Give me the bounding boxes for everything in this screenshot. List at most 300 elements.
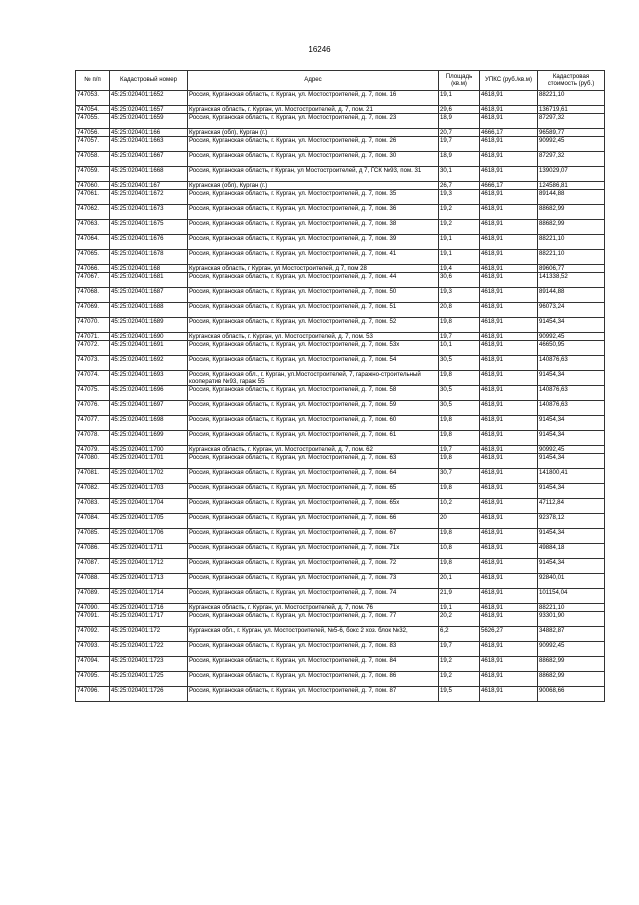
upks-cell: 5626,27: [480, 627, 538, 642]
table-row: [76, 341, 605, 356]
cadastral-cost-cell: 96589,77: [538, 129, 605, 137]
cadastral-number-cell: 45:25:020401:1706: [110, 529, 188, 544]
upks-cell: 4618,91: [480, 265, 538, 273]
row-number-cell: 747082.: [76, 484, 110, 499]
area-cell: 19,2: [439, 205, 480, 220]
cadastral-number-cell: 45:25:020401:1681: [110, 273, 188, 288]
area-cell: 19,8: [439, 484, 480, 499]
table-row: [76, 318, 605, 333]
row-number-cell: 747096.: [76, 687, 110, 702]
upks-cell: 4618,91: [480, 205, 538, 220]
address-cell: Россия, Курганская область, г. Курган, ул. Мостостроителей, д. 7, пом. 35: [188, 190, 439, 205]
cadastral-cost-cell: 90068,66: [538, 687, 605, 702]
row-number-cell: 747086.: [76, 544, 110, 559]
upks-cell: 4618,91: [480, 250, 538, 265]
table-row: [76, 106, 605, 114]
upks-cell: 4618,91: [480, 333, 538, 341]
row-number-cell: 747064.: [76, 235, 110, 250]
cadastral-cost-cell: 89606,77: [538, 265, 605, 273]
cadastral-cost-cell: 88682,99: [538, 672, 605, 687]
upks-cell: 4618,91: [480, 446, 538, 454]
row-number-cell: 747057.: [76, 137, 110, 152]
area-cell: 18,9: [439, 152, 480, 167]
area-cell: 19,3: [439, 288, 480, 303]
cadastral-number-cell: 45:25:020401:1663: [110, 137, 188, 152]
area-cell: 30,6: [439, 273, 480, 288]
table-row: [76, 401, 605, 416]
row-number-cell: 747056.: [76, 129, 110, 137]
address-cell: Россия, Курганская область, г. Курган, ул. Мостостроителей, д. 7, пом. 65: [188, 484, 439, 499]
cadastral-cost-cell: 88221,10: [538, 235, 605, 250]
cadastral-cost-cell: 141338,52: [538, 273, 605, 288]
address-cell: Россия, Курганская область, г. Курган, ул. Мостостроителей, д. 7, пом. 71х: [188, 544, 439, 559]
cadastral-number-cell: 45:25:020401:1667: [110, 152, 188, 167]
cadastral-number-cell: 45:25:020401:1668: [110, 167, 188, 182]
table-row: [76, 250, 605, 265]
upks-cell: 4618,91: [480, 559, 538, 574]
table-row: [76, 235, 605, 250]
area-cell: 19,8: [439, 371, 480, 386]
table-row: [76, 152, 605, 167]
upks-cell: 4618,91: [480, 190, 538, 205]
cadastral-cost-cell: 87297,32: [538, 114, 605, 129]
table-row: [76, 416, 605, 431]
table-row: [76, 687, 605, 702]
upks-cell: 4618,91: [480, 687, 538, 702]
upks-cell: 4618,91: [480, 114, 538, 129]
row-number-cell: 747071.: [76, 333, 110, 341]
address-cell: Россия, Курганская область, г. Курган, ул. Мостостроителей, д. 7, пом. 60: [188, 416, 439, 431]
address-cell: Россия, Курганская область, г. Курган, ул. Мостостроителей, д. 7, пом. 52: [188, 318, 439, 333]
table-row: [76, 273, 605, 288]
row-number-cell: 747065.: [76, 250, 110, 265]
cadastral-cost-cell: 91454,34: [538, 559, 605, 574]
upks-cell: 4618,91: [480, 152, 538, 167]
table-row: [76, 205, 605, 220]
cadastral-number-cell: 45:25:020401:1717: [110, 612, 188, 627]
upks-cell: 4618,91: [480, 235, 538, 250]
address-cell: Россия, Курганская обл., г. Курган, ул.Мостостроителей, 7, гаражно-строительный кооператив №93, гараж 55: [188, 371, 439, 386]
row-number-cell: 747077.: [76, 416, 110, 431]
table-row: [76, 627, 605, 642]
cadastral-number-cell: 45:25:020401:1698: [110, 416, 188, 431]
address-cell: Россия, Курганская область, г. Курган, ул. Мостостроителей, д. 7, пом. 66: [188, 514, 439, 529]
area-cell: 20,7: [439, 129, 480, 137]
cadastral-cost-cell: 91454,34: [538, 371, 605, 386]
cadastral-number-cell: 45:25:020401:1693: [110, 371, 188, 386]
address-cell: Россия, Курганская область, г. Курган, ул. Мостостроителей, д. 7, пом. 61: [188, 431, 439, 446]
cadastral-number-cell: 45:25:020401:1705: [110, 514, 188, 529]
table-row: [76, 672, 605, 687]
cadastral-cost-cell: 124586,81: [538, 182, 605, 190]
table-row: [76, 544, 605, 559]
address-cell: Россия, Курганская область, г. Курган, ул. Мостостроителей, д. 7, пом. 58: [188, 386, 439, 401]
area-cell: 18,9: [439, 114, 480, 129]
row-number-cell: 747069.: [76, 303, 110, 318]
address-cell: Россия, Курганская область, г Курган, ул Мостостроителей, д 7, ГСК №93, пом. 31: [188, 167, 439, 182]
cadastral-cost-cell: 90992,45: [538, 333, 605, 341]
address-cell: Россия, Курганская область, г. Курган, ул. Мостостроителей, д. 7, пом. 64: [188, 469, 439, 484]
cadastral-number-cell: 45:25:020401:1711: [110, 544, 188, 559]
area-cell: 19,2: [439, 657, 480, 672]
cadastral-cost-cell: 88682,99: [538, 205, 605, 220]
table-row: [76, 469, 605, 484]
row-number-cell: 747060.: [76, 182, 110, 190]
cadastral-cost-cell: 91454,34: [538, 431, 605, 446]
upks-cell: 4618,91: [480, 529, 538, 544]
table-row: [76, 454, 605, 469]
cadastral-number-cell: 45:25:020401:1704: [110, 499, 188, 514]
area-cell: 19,5: [439, 687, 480, 702]
table-row: [76, 114, 605, 129]
cadastral-cost-cell: 101154,04: [538, 589, 605, 604]
upks-cell: 4618,91: [480, 574, 538, 589]
address-cell: Россия, Курганская область, г. Курган, ул. Мостостроителей, д. 7, пом. 41: [188, 250, 439, 265]
area-cell: 10,2: [439, 499, 480, 514]
cadastral-cost-cell: 88682,99: [538, 657, 605, 672]
cadastral-number-cell: 45:25:020401:1676: [110, 235, 188, 250]
header-upks: УПКС (руб./кв.м): [480, 71, 538, 91]
address-cell: Россия, Курганская область, г. Курган, ул. Мостостроителей, д. 7, пом. 53х: [188, 341, 439, 356]
area-cell: 20,2: [439, 612, 480, 627]
upks-cell: 4618,91: [480, 371, 538, 386]
upks-cell: 4618,91: [480, 106, 538, 114]
upks-cell: 4618,91: [480, 544, 538, 559]
page-number: 16246: [308, 45, 331, 54]
area-cell: 30,1: [439, 167, 480, 182]
address-cell: Россия, Курганская область, г. Курган, ул. Мостостроителей, д. 7, пом. 84: [188, 657, 439, 672]
area-cell: 19,1: [439, 91, 480, 106]
upks-cell: 4618,91: [480, 514, 538, 529]
cadastral-number-cell: 45:25:020401:1701: [110, 454, 188, 469]
cadastral-number-cell: 45:25:020401:1696: [110, 386, 188, 401]
address-cell: Россия, Курганская область, г. Курган, ул. Мостостроителей, д. 7, пом. 44: [188, 273, 439, 288]
address-cell: Россия, Курганская область, г. Курган, ул. Мостостроителей, д. 7, пом. 59: [188, 401, 439, 416]
address-cell: Россия, Курганская область, г. Курган, ул. Мостостроителей, д. 7, пом. 77: [188, 612, 439, 627]
area-cell: 19,8: [439, 559, 480, 574]
cadastral-cost-cell: 91454,34: [538, 416, 605, 431]
area-cell: 19,8: [439, 318, 480, 333]
cadastral-cost-cell: 88221,10: [538, 91, 605, 106]
address-cell: Россия, Курганская область, г. Курган, ул. Мостостроителей, д. 7, пом. 87: [188, 687, 439, 702]
table-row: [76, 167, 605, 182]
cadastral-number-cell: 45:25:020401:168: [110, 265, 188, 273]
address-cell: Россия, Курганская область, г. Курган, ул. Мостостроителей, д. 7, пом. 86: [188, 672, 439, 687]
address-cell: Россия, Курганская область, г. Курган, ул. Мостостроителей, д. 7, пом. 39: [188, 235, 439, 250]
area-cell: 10,8: [439, 544, 480, 559]
row-number-cell: 747094.: [76, 657, 110, 672]
address-cell: Россия, Курганская область, г. Курган, ул. Мостостроителей, д. 7, пом. 23: [188, 114, 439, 129]
upks-cell: 4618,91: [480, 273, 538, 288]
area-cell: 19,8: [439, 454, 480, 469]
upks-cell: 4618,91: [480, 303, 538, 318]
table-row: [76, 371, 605, 386]
area-cell: 19,2: [439, 672, 480, 687]
cadastral-cost-cell: 49884,18: [538, 544, 605, 559]
cadastral-number-cell: 45:25:020401:166: [110, 129, 188, 137]
address-cell: Россия, Курганская область, г. Курган, ул. Мостостроителей, д. 7, пом. 36: [188, 205, 439, 220]
row-number-cell: 747054.: [76, 106, 110, 114]
table-body: [76, 91, 605, 702]
table-row: [76, 333, 605, 341]
cadastral-cost-cell: 88682,99: [538, 220, 605, 235]
address-cell: Россия, Курганская область, г. Курган, ул. Мостостроителей, д. 7, пом. 38: [188, 220, 439, 235]
cadastral-cost-cell: 91454,34: [538, 318, 605, 333]
cadastral-number-cell: 45:25:020401:1678: [110, 250, 188, 265]
upks-cell: 4618,91: [480, 220, 538, 235]
upks-cell: 4618,91: [480, 469, 538, 484]
area-cell: 19,3: [439, 190, 480, 205]
cadastral-cost-cell: 90992,45: [538, 137, 605, 152]
area-cell: 20,1: [439, 574, 480, 589]
address-cell: Курганская область, г Курган, ул Мостостроителей, д 7, пом 28: [188, 265, 439, 273]
address-cell: Курганская (обл), Курган (г.): [188, 182, 439, 190]
area-cell: 19,2: [439, 220, 480, 235]
cadastral-number-cell: 45:25:020401:1716: [110, 604, 188, 612]
cadastral-number-cell: 45:25:020401:1726: [110, 687, 188, 702]
table-row: [76, 386, 605, 401]
row-number-cell: 747053.: [76, 91, 110, 106]
cadastral-number-cell: 45:25:020401:1699: [110, 431, 188, 446]
cadastral-cost-cell: 47112,84: [538, 499, 605, 514]
area-cell: 19,1: [439, 250, 480, 265]
cadastral-cost-cell: 140876,63: [538, 356, 605, 371]
area-cell: 19,1: [439, 235, 480, 250]
area-cell: 19,8: [439, 431, 480, 446]
row-number-cell: 747078.: [76, 431, 110, 446]
area-cell: 30,5: [439, 386, 480, 401]
table-row: [76, 604, 605, 612]
cadastral-cost-cell: 90992,45: [538, 446, 605, 454]
cadastral-number-cell: 45:25:020401:1659: [110, 114, 188, 129]
cadastral-number-cell: 45:25:020401:1725: [110, 672, 188, 687]
table-row: [76, 303, 605, 318]
cadastral-number-cell: 45:25:020401:1657: [110, 106, 188, 114]
table-row: [76, 484, 605, 499]
table-row: [76, 288, 605, 303]
address-cell: Россия, Курганская область, г. Курган, ул. Мостостроителей, д. 7, пом. 65х: [188, 499, 439, 514]
table-row: [76, 431, 605, 446]
table-row: [76, 137, 605, 152]
row-number-cell: 747055.: [76, 114, 110, 129]
address-cell: Курганская область, г. Курган, ул. Мостостроителей, д. 7, пом. 21: [188, 106, 439, 114]
area-cell: 19,4: [439, 265, 480, 273]
cadastral-cost-cell: 92840,01: [538, 574, 605, 589]
area-cell: 29,6: [439, 106, 480, 114]
row-number-cell: 747066.: [76, 265, 110, 273]
upks-cell: 4618,91: [480, 589, 538, 604]
row-number-cell: 747085.: [76, 529, 110, 544]
cadastral-number-cell: 45:25:020401:1702: [110, 469, 188, 484]
row-number-cell: 747073.: [76, 356, 110, 371]
area-cell: 19,1: [439, 604, 480, 612]
table-row: [76, 499, 605, 514]
cadastral-number-cell: 45:25:020401:1673: [110, 205, 188, 220]
address-cell: Россия, Курганская область, г. Курган, ул. Мостостроителей, д. 7, пом. 30: [188, 152, 439, 167]
row-number-cell: 747075.: [76, 386, 110, 401]
cadastral-cost-cell: 89144,88: [538, 190, 605, 205]
upks-cell: 4618,91: [480, 416, 538, 431]
cadastral-number-cell: 45:25:020401:1692: [110, 356, 188, 371]
cadastral-cost-cell: 96073,24: [538, 303, 605, 318]
upks-cell: 4618,91: [480, 91, 538, 106]
upks-cell: 4618,91: [480, 431, 538, 446]
row-number-cell: 747089.: [76, 589, 110, 604]
cadastral-number-cell: 45:25:020401:1691: [110, 341, 188, 356]
area-cell: 19,7: [439, 333, 480, 341]
header-cadastral-number: Кадастровый номер: [110, 71, 188, 91]
row-number-cell: 747070.: [76, 318, 110, 333]
upks-cell: 4618,91: [480, 318, 538, 333]
table-row: [76, 612, 605, 627]
cadastral-number-cell: 45:25:020401:1689: [110, 318, 188, 333]
cadastral-cost-cell: 90992,45: [538, 642, 605, 657]
address-cell: Россия, Курганская область, г. Курган, ул. Мостостроителей, д. 7, пом. 50: [188, 288, 439, 303]
cadastral-table: [75, 70, 605, 702]
address-cell: Россия, Курганская область, г. Курган, ул. Мостостроителей, д. 7, пом. 54: [188, 356, 439, 371]
upks-cell: 4618,91: [480, 499, 538, 514]
row-number-cell: 747092.: [76, 627, 110, 642]
address-cell: Курганская обл., г. Курган, ул. Мостостроителей, №5-6, бокс 2 хоз. блок №32,: [188, 627, 439, 642]
header-area: Площадь (кв.м): [439, 71, 480, 91]
upks-cell: 4618,91: [480, 484, 538, 499]
cadastral-cost-cell: 91454,34: [538, 454, 605, 469]
area-cell: 19,7: [439, 446, 480, 454]
cadastral-cost-cell: 92378,12: [538, 514, 605, 529]
row-number-cell: 747059.: [76, 167, 110, 182]
row-number-cell: 747063.: [76, 220, 110, 235]
cadastral-cost-cell: 93301,90: [538, 612, 605, 627]
area-cell: 19,7: [439, 642, 480, 657]
address-cell: Курганская (обл), Курган (г.): [188, 129, 439, 137]
table-header-row: [76, 71, 605, 91]
area-cell: 20: [439, 514, 480, 529]
area-cell: 10,1: [439, 341, 480, 356]
address-cell: Россия, Курганская область, г. Курган, ул. Мостостроителей, д. 7, пом. 16: [188, 91, 439, 106]
table-row: [76, 129, 605, 137]
table-row: [76, 220, 605, 235]
row-number-cell: 747068.: [76, 288, 110, 303]
address-cell: Россия, Курганская область, г. Курган, ул. Мостостроителей, д. 7, пом. 67: [188, 529, 439, 544]
upks-cell: 4618,91: [480, 454, 538, 469]
cadastral-number-cell: 45:25:020401:1723: [110, 657, 188, 672]
table-row: [76, 190, 605, 205]
cadastral-number-cell: 45:25:020401:1652: [110, 91, 188, 106]
upks-cell: 4618,91: [480, 288, 538, 303]
table-row: [76, 642, 605, 657]
row-number-cell: 747081.: [76, 469, 110, 484]
upks-cell: 4618,91: [480, 657, 538, 672]
cadastral-number-cell: 45:25:020401:1697: [110, 401, 188, 416]
address-cell: Россия, Курганская область, г. Курган, ул. Мостостроителей, д. 7, пом. 26: [188, 137, 439, 152]
cadastral-cost-cell: 136719,61: [538, 106, 605, 114]
cadastral-cost-cell: 141800,41: [538, 469, 605, 484]
address-cell: Россия, Курганская область, г. Курган, ул. Мостостроителей, д. 7, пом. 74: [188, 589, 439, 604]
upks-cell: 4618,91: [480, 341, 538, 356]
cadastral-number-cell: 45:25:020401:1703: [110, 484, 188, 499]
table-row: [76, 265, 605, 273]
area-cell: 30,5: [439, 356, 480, 371]
cadastral-cost-cell: 46650,95: [538, 341, 605, 356]
cadastral-number-cell: 45:25:020401:1690: [110, 333, 188, 341]
address-cell: Курганская область, г. Курган, ул. Мостостроителей, д. 7, пом. 76: [188, 604, 439, 612]
header-cadastral-cost: Кадастровая стоимость (руб.): [538, 71, 605, 91]
cadastral-number-cell: 45:25:020401:1672: [110, 190, 188, 205]
address-cell: Россия, Курганская область, г. Курган, ул. Мостостроителей, д. 7, пом. 72: [188, 559, 439, 574]
address-cell: Россия, Курганская область, г. Курган, ул. Мостостроителей, д. 7, пом. 73: [188, 574, 439, 589]
row-number-cell: 747080.: [76, 454, 110, 469]
table-row: [76, 514, 605, 529]
table-row: [76, 446, 605, 454]
row-number-cell: 747072.: [76, 341, 110, 356]
table-row: [76, 91, 605, 106]
cadastral-number-cell: 45:25:020401:167: [110, 182, 188, 190]
cadastral-cost-cell: 91454,34: [538, 484, 605, 499]
upks-cell: 4618,91: [480, 386, 538, 401]
table-row: [76, 529, 605, 544]
address-cell: Россия, Курганская область, г. Курган, ул. Мостостроителей, д. 7, пом. 51: [188, 303, 439, 318]
cadastral-number-cell: 45:25:020401:1714: [110, 589, 188, 604]
cadastral-cost-cell: 34882,87: [538, 627, 605, 642]
cadastral-number-cell: 45:25:020401:1722: [110, 642, 188, 657]
cadastral-cost-cell: 87297,32: [538, 152, 605, 167]
address-cell: Россия, Курганская область, г. Курган, ул. Мостостроителей, д. 7, пом. 63: [188, 454, 439, 469]
row-number-cell: 747088.: [76, 574, 110, 589]
table-row: [76, 657, 605, 672]
upks-cell: 4618,91: [480, 642, 538, 657]
upks-cell: 4618,91: [480, 167, 538, 182]
area-cell: 6,2: [439, 627, 480, 642]
area-cell: 30,7: [439, 469, 480, 484]
cadastral-cost-cell: 88221,10: [538, 604, 605, 612]
header-address: Адрес: [188, 71, 439, 91]
row-number-cell: 747061.: [76, 190, 110, 205]
upks-cell: 4618,91: [480, 401, 538, 416]
area-cell: 19,8: [439, 416, 480, 431]
address-cell: Курганская область, г. Курган, ул. Мостостроителей, д. 7, пом. 62: [188, 446, 439, 454]
table-row: [76, 589, 605, 604]
address-cell: Курганская область, г. Курган, ул. Мостостроителей, д. 7, пом. 53: [188, 333, 439, 341]
row-number-cell: 747058.: [76, 152, 110, 167]
row-number-cell: 747087.: [76, 559, 110, 574]
row-number-cell: 747091.: [76, 612, 110, 627]
row-number-cell: 747083.: [76, 499, 110, 514]
header-number: № п/п: [76, 71, 110, 91]
upks-cell: 4666,17: [480, 182, 538, 190]
upks-cell: 4618,91: [480, 604, 538, 612]
upks-cell: 4618,91: [480, 612, 538, 627]
row-number-cell: 747062.: [76, 205, 110, 220]
cadastral-cost-cell: 139029,07: [538, 167, 605, 182]
row-number-cell: 747093.: [76, 642, 110, 657]
cadastral-number-cell: 45:25:020401:1700: [110, 446, 188, 454]
area-cell: 30,5: [439, 401, 480, 416]
cadastral-number-cell: 45:25:020401:1688: [110, 303, 188, 318]
cadastral-number-cell: 45:25:020401:1687: [110, 288, 188, 303]
cadastral-cost-cell: 91454,34: [538, 529, 605, 544]
row-number-cell: 747067.: [76, 273, 110, 288]
upks-cell: 4666,17: [480, 129, 538, 137]
table-row: [76, 182, 605, 190]
upks-cell: 4618,91: [480, 137, 538, 152]
row-number-cell: 747074.: [76, 371, 110, 386]
upks-cell: 4618,91: [480, 356, 538, 371]
cadastral-cost-cell: 140876,63: [538, 401, 605, 416]
upks-cell: 4618,91: [480, 672, 538, 687]
row-number-cell: 747095.: [76, 672, 110, 687]
cadastral-number-cell: 45:25:020401:1713: [110, 574, 188, 589]
cadastral-cost-cell: 140876,63: [538, 386, 605, 401]
